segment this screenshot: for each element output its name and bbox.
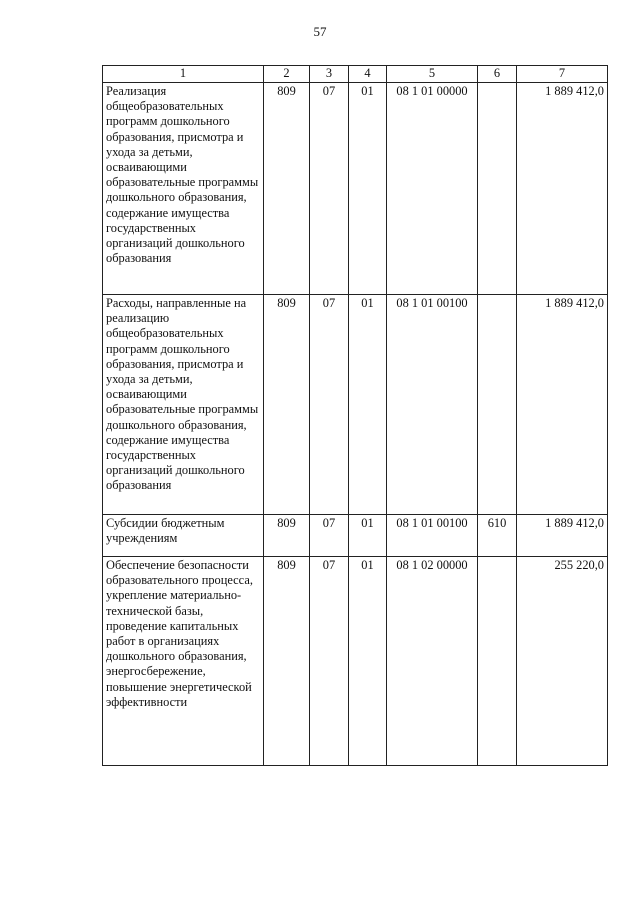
row-ministry-code: 809 xyxy=(264,557,310,766)
header-col-2: 2 xyxy=(264,66,310,83)
row-name: Обеспечение безопасности образовательного процесса, укрепление материально-технической базы, проведение капитальных работ в организациях дошкольного образования, энергосбережение, повышение энергетической эффективности xyxy=(103,557,264,766)
row-section-code: 07 xyxy=(310,83,349,295)
table-row xyxy=(103,295,608,515)
row-expense-type xyxy=(478,83,517,295)
table-header-row xyxy=(103,66,608,83)
row-amount: 255 220,0 xyxy=(517,557,608,766)
header-col-7: 7 xyxy=(517,66,608,83)
row-amount: 1 889 412,0 xyxy=(517,83,608,295)
row-target-code: 08 1 02 00000 xyxy=(387,557,478,766)
budget-table xyxy=(102,65,608,766)
row-section-code: 07 xyxy=(310,515,349,557)
table-row xyxy=(103,515,608,557)
row-target-code: 08 1 01 00100 xyxy=(387,515,478,557)
row-subsection-code: 01 xyxy=(349,515,387,557)
row-expense-type xyxy=(478,557,517,766)
row-amount: 1 889 412,0 xyxy=(517,515,608,557)
row-subsection-code: 01 xyxy=(349,83,387,295)
row-subsection-code: 01 xyxy=(349,295,387,515)
row-expense-type: 610 xyxy=(478,515,517,557)
row-ministry-code: 809 xyxy=(264,83,310,295)
row-subsection-code: 01 xyxy=(349,557,387,766)
row-name: Субсидии бюджетным учреждениям xyxy=(103,515,264,557)
row-name: Реализация общеобразовательных программ дошкольного образования, присмотра и ухода за детьми, осваивающими образовательные программы дошкольного образования, содержание имущества государственных организаций дошкольного образования xyxy=(103,83,264,295)
row-ministry-code: 809 xyxy=(264,295,310,515)
row-section-code: 07 xyxy=(310,557,349,766)
row-name: Расходы, направленные на реализацию общеобразовательных программ дошкольного образования, присмотра и ухода за детьми, осваивающими образовательные программы дошкольного образования, содержание имущества государственных организаций дошкольного образования xyxy=(103,295,264,515)
row-target-code: 08 1 01 00000 xyxy=(387,83,478,295)
row-expense-type xyxy=(478,295,517,515)
header-col-4: 4 xyxy=(349,66,387,83)
header-col-3: 3 xyxy=(310,66,349,83)
page-number: 57 xyxy=(313,24,327,39)
header-col-5: 5 xyxy=(387,66,478,83)
row-ministry-code: 809 xyxy=(264,515,310,557)
row-amount: 1 889 412,0 xyxy=(517,295,608,515)
header-col-6: 6 xyxy=(478,66,517,83)
row-target-code: 08 1 01 00100 xyxy=(387,295,478,515)
row-section-code: 07 xyxy=(310,295,349,515)
table-row xyxy=(103,83,608,295)
table-row xyxy=(103,557,608,766)
header-col-1: 1 xyxy=(103,66,264,83)
